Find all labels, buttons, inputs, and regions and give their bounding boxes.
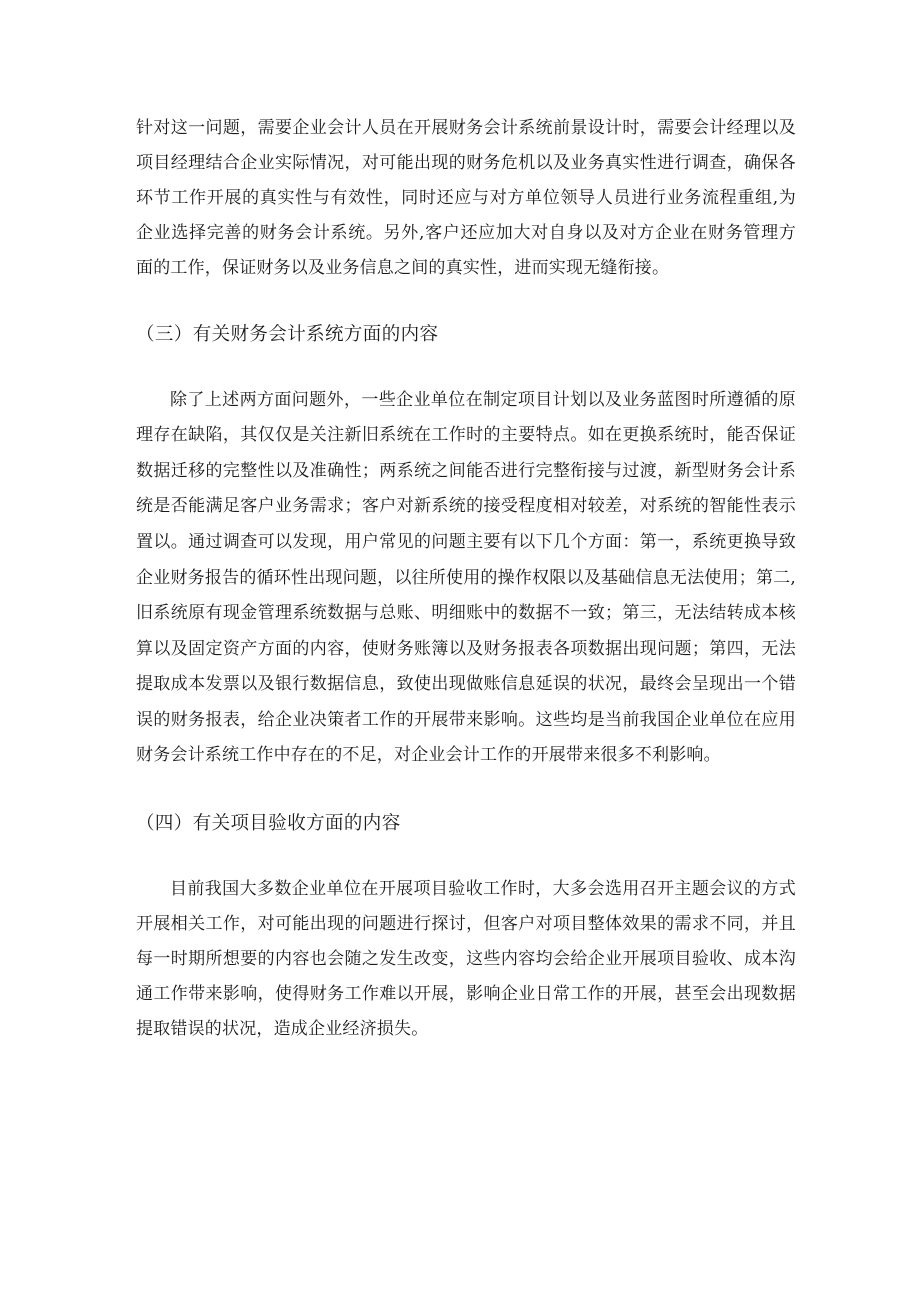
- section-4-heading: （四）有关项目验收方面的内容: [136, 813, 401, 834]
- section-3-line-2: 理存在缺陷，其仅仅是关注新旧系统在工作时的主要特点。如在更换系统时，能否保证: [136, 425, 796, 445]
- section-4-line-3: 每一时期所想要的内容也会随之发生改变，这些内容均会给企业开展项目验收、成本沟: [136, 949, 796, 969]
- paragraph-1-line-5: 面的工作，保证财务以及业务信息之间的真实性，进而实现无缝衔接。: [136, 258, 670, 278]
- section-3-line-7: 旧系统原有现金管理系统数据与总账、明细账中的数据不一致；第三，无法结转成本核: [136, 603, 796, 623]
- section-3-line-8: 算以及固定资产方面的内容，使财务账簿以及财务报表各项数据出现问题；第四，无法: [136, 639, 796, 659]
- paragraph-1-line-1: 针对这一问题，需要企业会计人员在开展财务会计系统前景设计时，需要会计经理以及: [136, 118, 796, 138]
- section-3-line-11: 财务会计系统工作中存在的不足，对企业会计工作的开展带来很多不利影响。: [136, 745, 721, 765]
- section-3-line-6: 企业财务报告的循环性出现问题，以往所使用的操作权限以及基础信息无法使用；第二,: [136, 568, 796, 588]
- paragraph-1-line-3: 环节工作开展的真实性与有效性，同时还应与对方单位领导人员进行业务流程重组,为: [136, 188, 796, 208]
- section-4-line-5: 提取错误的状况，造成企业经济损失。: [136, 1019, 429, 1039]
- paragraph-1-line-2: 项目经理结合企业实际情况，对可能出现的财务危机以及业务真实性进行调查，确保各: [136, 153, 796, 173]
- section-3-line-3: 数据迁移的完整性以及准确性；两系统之间能否进行完整衔接与过渡，新型财务会计系: [136, 461, 796, 481]
- section-3-line-9: 提取成本发票以及银行数据信息，致使出现做账信息延误的状况，最终会呈现出一个错: [136, 674, 796, 694]
- section-3-line-4: 统是否能满足客户业务需求；客户对新系统的接受程度相对较差，对系统的智能性表示: [136, 496, 796, 516]
- paragraph-1-line-4: 企业选择完善的财务会计系统。另外,客户还应加大对自身以及对方企业在财务管理方: [136, 223, 796, 243]
- section-3-line-1: 除了上述两方面问题外，一些企业单位在制定项目计划以及业务蓝图时所遵循的原: [170, 390, 796, 410]
- section-3-line-10: 误的财务报表，给企业决策者工作的开展带来影响。这些均是当前我国企业单位在应用: [136, 710, 796, 730]
- section-4-line-4: 通工作带来影响，使得财务工作难以开展，影响企业日常工作的开展，甚至会出现数据: [136, 984, 796, 1004]
- section-3-heading: （三）有关财务会计系统方面的内容: [136, 324, 439, 345]
- section-4-line-2: 开展相关工作，对可能出现的问题进行探讨，但客户对项目整体效果的需求不同，并且: [136, 914, 796, 934]
- section-4-line-1: 目前我国大多数企业单位在开展项目验收工作时，大多会选用召开主题会议的方式: [170, 879, 796, 899]
- section-3-line-5: 置以。通过调查可以发现，用户常见的问题主要有以下几个方面：第一，系统更换导致: [136, 532, 796, 552]
